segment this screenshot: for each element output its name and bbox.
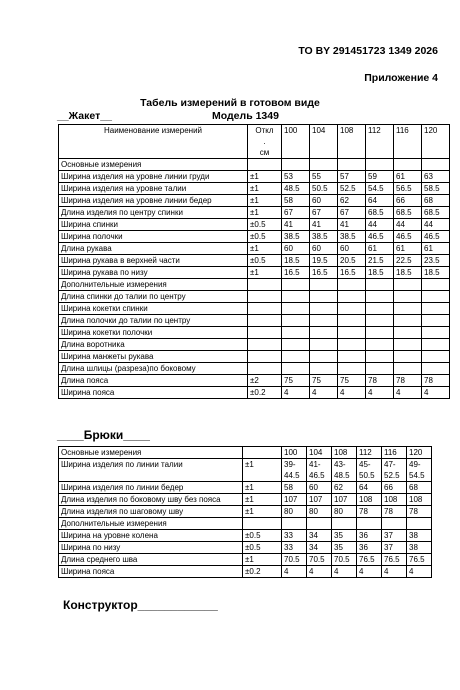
- table-row: [59, 183, 450, 195]
- measurement-value: 4: [382, 566, 407, 578]
- column-header-size: 104: [307, 447, 332, 459]
- table-row: [59, 231, 450, 243]
- measurement-value: [338, 339, 366, 351]
- measurement-value: [282, 315, 310, 327]
- measurement-value: 34: [307, 530, 332, 542]
- measurement-value: 37: [382, 530, 407, 542]
- measurement-value: [366, 315, 394, 327]
- measurement-name: Длина изделия по центру спинки: [59, 207, 248, 219]
- measurement-value: 61: [394, 243, 422, 255]
- table-row: [59, 195, 450, 207]
- measurement-name: Длина шлицы (разреза)по боковому: [59, 363, 248, 375]
- appendix-label: Приложение 4: [364, 72, 438, 84]
- measurement-tolerance: ±0.2: [248, 387, 282, 399]
- table-row: [59, 243, 450, 255]
- column-header-size: 116: [394, 125, 422, 159]
- measurement-value: [394, 339, 422, 351]
- measurement-value: 76.5: [382, 554, 407, 566]
- measurement-value: [366, 303, 394, 315]
- measurement-name: Длина пояса: [59, 375, 248, 387]
- measurement-value: [394, 363, 422, 375]
- column-header-size: 112: [357, 447, 382, 459]
- measurement-value: [394, 351, 422, 363]
- measurement-value: 19.5: [310, 255, 338, 267]
- measurement-tolerance: ±1: [248, 267, 282, 279]
- measurement-value: 4: [338, 387, 366, 399]
- measurement-value: [366, 279, 394, 291]
- measurement-value: 59: [366, 171, 394, 183]
- measurement-value: [382, 518, 407, 530]
- measurement-tolerance: [248, 351, 282, 363]
- trousers-measurements-table: [58, 446, 432, 578]
- measurement-value: 76.5: [357, 554, 382, 566]
- measurement-value: 64: [357, 482, 382, 494]
- measurement-value: 78: [407, 506, 432, 518]
- table-row: [59, 542, 432, 554]
- table-row: [59, 267, 450, 279]
- measurement-value: 4: [366, 387, 394, 399]
- measurement-value: 52.5: [338, 183, 366, 195]
- measurement-value: 78: [382, 506, 407, 518]
- table-row: [59, 375, 450, 387]
- measurement-value: 45-50.5: [357, 459, 382, 482]
- table-row: [59, 554, 432, 566]
- table-row: [59, 363, 450, 375]
- measurement-value: 16.5: [338, 267, 366, 279]
- measurement-value: [338, 351, 366, 363]
- measurement-value: 60: [310, 243, 338, 255]
- jacket-measurements-table: [58, 124, 450, 399]
- table-row: [59, 387, 450, 399]
- measurement-value: 38.5: [282, 231, 310, 243]
- measurement-value: 41: [338, 219, 366, 231]
- measurement-value: [422, 315, 450, 327]
- measurement-name: Ширина спинки: [59, 219, 248, 231]
- measurement-value: [407, 518, 432, 530]
- measurement-value: [332, 518, 357, 530]
- measurement-value: 54.5: [366, 183, 394, 195]
- measurement-value: [338, 159, 366, 171]
- measurement-value: 48.5: [282, 183, 310, 195]
- measurement-tolerance: [248, 279, 282, 291]
- measurement-tolerance: [248, 315, 282, 327]
- measurement-name: Ширина изделия на уровне линии груди: [59, 171, 248, 183]
- measurement-tolerance: ±1: [248, 195, 282, 207]
- standard-code: ТО BY 291451723 1349 2026: [298, 45, 438, 57]
- measurement-value: 44: [366, 219, 394, 231]
- measurement-tolerance: ±1: [243, 506, 282, 518]
- measurement-value: 22.5: [394, 255, 422, 267]
- measurement-value: 4: [394, 387, 422, 399]
- table-row: [59, 315, 450, 327]
- measurement-value: 38: [407, 542, 432, 554]
- measurement-value: 108: [407, 494, 432, 506]
- measurement-value: [310, 363, 338, 375]
- measurement-tolerance: ±1: [243, 494, 282, 506]
- measurement-value: 16.5: [310, 267, 338, 279]
- measurement-value: 39-44.5: [282, 459, 307, 482]
- measurement-value: [422, 363, 450, 375]
- measurement-value: 55: [310, 171, 338, 183]
- measurement-value: 35: [332, 530, 357, 542]
- measurement-name: Длина изделия по шаговому шву: [59, 506, 243, 518]
- measurement-value: [338, 279, 366, 291]
- measurement-value: [366, 327, 394, 339]
- measurement-value: 68.5: [366, 207, 394, 219]
- measurement-value: [422, 159, 450, 171]
- measurement-value: [422, 327, 450, 339]
- measurement-value: 46.5: [366, 231, 394, 243]
- measurement-value: [394, 159, 422, 171]
- column-header-size: 108: [338, 125, 366, 159]
- measurement-value: [394, 315, 422, 327]
- measurement-value: 49-54.5: [407, 459, 432, 482]
- column-header-size: 108: [332, 447, 357, 459]
- measurement-value: 61: [422, 243, 450, 255]
- measurement-value: [394, 291, 422, 303]
- measurement-value: 66: [394, 195, 422, 207]
- measurement-value: [282, 279, 310, 291]
- measurement-value: [310, 339, 338, 351]
- measurement-tolerance: ±0.5: [248, 255, 282, 267]
- column-header-tolerance: [243, 447, 282, 459]
- column-header-size: 120: [407, 447, 432, 459]
- measurement-name: Дополнительные измерения: [59, 279, 248, 291]
- measurement-value: 80: [307, 506, 332, 518]
- measurement-name: Длина спинки до талии по центру: [59, 291, 248, 303]
- column-header-size: 100: [282, 125, 310, 159]
- measurement-value: 23.5: [422, 255, 450, 267]
- measurement-value: 33: [282, 542, 307, 554]
- table-row: [59, 339, 450, 351]
- measurement-value: 60: [338, 243, 366, 255]
- measurement-tolerance: ±1: [243, 459, 282, 482]
- measurement-value: [338, 315, 366, 327]
- measurement-value: 70.5: [332, 554, 357, 566]
- measurement-name: Ширина кокетки спинки: [59, 303, 248, 315]
- measurement-value: [394, 327, 422, 339]
- measurement-tolerance: ±0.5: [243, 542, 282, 554]
- tolerance-header-line: Откл: [255, 126, 274, 135]
- measurement-name: Ширина изделия по линии талии: [59, 459, 243, 482]
- measurement-value: 44: [422, 219, 450, 231]
- measurement-tolerance: ±2: [248, 375, 282, 387]
- measurement-value: [366, 159, 394, 171]
- column-header-name: Основные измерения: [59, 447, 243, 459]
- measurement-value: 34: [307, 542, 332, 554]
- measurement-name: Ширина полочки: [59, 231, 248, 243]
- measurement-value: [282, 327, 310, 339]
- measurement-value: 80: [332, 506, 357, 518]
- measurement-value: [338, 291, 366, 303]
- measurement-value: 37: [382, 542, 407, 554]
- column-header-size: 116: [382, 447, 407, 459]
- measurement-value: [366, 339, 394, 351]
- table-row: [59, 327, 450, 339]
- measurement-tolerance: [248, 303, 282, 315]
- measurement-name: Длина среднего шва: [59, 554, 243, 566]
- measurement-value: [422, 351, 450, 363]
- measurement-value: 62: [338, 195, 366, 207]
- measurement-name: Длина полочки до талии по центру: [59, 315, 248, 327]
- measurement-value: 4: [282, 387, 310, 399]
- measurement-tolerance: ±1: [248, 207, 282, 219]
- measurement-value: 38.5: [338, 231, 366, 243]
- measurement-value: 62: [332, 482, 357, 494]
- measurement-value: [282, 518, 307, 530]
- measurement-value: 107: [332, 494, 357, 506]
- constructor-label: Конструктор____________: [63, 598, 218, 612]
- measurement-value: 60: [282, 243, 310, 255]
- measurement-value: 61: [366, 243, 394, 255]
- measurement-value: 53: [282, 171, 310, 183]
- table-row: [59, 566, 432, 578]
- measurement-value: 46.5: [394, 231, 422, 243]
- document-title: Табель измерений в готовом виде: [140, 97, 320, 109]
- table-row: [59, 459, 432, 482]
- table-row: [59, 518, 432, 530]
- measurement-value: 41-46.5: [307, 459, 332, 482]
- measurement-value: 4: [332, 566, 357, 578]
- measurement-tolerance: ±0.5: [248, 219, 282, 231]
- measurement-value: 58: [282, 482, 307, 494]
- measurement-name: Длина изделия по боковому шву без пояса: [59, 494, 243, 506]
- measurement-value: 41: [310, 219, 338, 231]
- measurement-value: 68: [422, 195, 450, 207]
- measurement-value: 18.5: [422, 267, 450, 279]
- measurement-value: [366, 291, 394, 303]
- measurement-value: 107: [307, 494, 332, 506]
- measurement-value: [338, 363, 366, 375]
- measurement-value: 20.5: [338, 255, 366, 267]
- column-header-size: 120: [422, 125, 450, 159]
- measurement-value: 36: [357, 530, 382, 542]
- measurement-value: 78: [366, 375, 394, 387]
- table-header-row: [59, 447, 432, 459]
- measurement-tolerance: [248, 327, 282, 339]
- column-header-name: Наименование измерений: [59, 125, 248, 159]
- table-row: [59, 291, 450, 303]
- measurement-value: 44: [394, 219, 422, 231]
- measurement-value: 47-52.5: [382, 459, 407, 482]
- measurement-value: [310, 351, 338, 363]
- measurement-tolerance: ±1: [243, 554, 282, 566]
- measurement-value: 78: [357, 506, 382, 518]
- measurement-value: 80: [282, 506, 307, 518]
- measurement-tolerance: ±0.5: [248, 231, 282, 243]
- measurement-value: 35: [332, 542, 357, 554]
- measurement-value: 18.5: [394, 267, 422, 279]
- measurement-value: [422, 279, 450, 291]
- table-row: [59, 494, 432, 506]
- measurement-tolerance: [248, 363, 282, 375]
- measurement-value: [282, 303, 310, 315]
- measurement-name: Ширина рукава в верхней части: [59, 255, 248, 267]
- measurement-value: 78: [394, 375, 422, 387]
- measurement-value: [310, 303, 338, 315]
- measurement-tolerance: [248, 339, 282, 351]
- measurement-tolerance: ±1: [248, 243, 282, 255]
- table-header-row: [59, 125, 450, 159]
- measurement-value: 33: [282, 530, 307, 542]
- measurement-value: [310, 159, 338, 171]
- measurement-value: 64: [366, 195, 394, 207]
- measurement-value: 57: [338, 171, 366, 183]
- measurement-name: Ширина изделия на уровне талии: [59, 183, 248, 195]
- measurement-value: [422, 303, 450, 315]
- measurement-value: 70.5: [307, 554, 332, 566]
- table-row: [59, 171, 450, 183]
- measurement-value: [338, 303, 366, 315]
- measurement-value: 58.5: [422, 183, 450, 195]
- measurement-name: Ширина рукава по низу: [59, 267, 248, 279]
- measurement-name: Длина воротника: [59, 339, 248, 351]
- measurement-value: [422, 339, 450, 351]
- measurement-value: 75: [338, 375, 366, 387]
- measurement-value: 58: [282, 195, 310, 207]
- measurement-tolerance: [243, 518, 282, 530]
- measurement-tolerance: ±0.5: [243, 530, 282, 542]
- table-row: [59, 219, 450, 231]
- tolerance-header-line: .: [263, 137, 266, 146]
- measurement-value: [357, 518, 382, 530]
- measurement-value: 68.5: [394, 207, 422, 219]
- measurement-value: 21.5: [366, 255, 394, 267]
- table-row: [59, 530, 432, 542]
- measurement-value: 107: [282, 494, 307, 506]
- measurement-value: [282, 363, 310, 375]
- measurement-value: 60: [307, 482, 332, 494]
- table-row: [59, 482, 432, 494]
- measurement-value: [282, 291, 310, 303]
- measurement-name: Дополнительные измерения: [59, 518, 243, 530]
- measurement-name: Ширина манжеты рукава: [59, 351, 248, 363]
- measurement-value: 78: [422, 375, 450, 387]
- measurement-value: 46.5: [422, 231, 450, 243]
- measurement-tolerance: [248, 291, 282, 303]
- measurement-value: 67: [310, 207, 338, 219]
- measurement-value: 36: [357, 542, 382, 554]
- measurement-value: 38.5: [310, 231, 338, 243]
- measurement-value: [310, 291, 338, 303]
- measurement-name: Ширина изделия по линии бедер: [59, 482, 243, 494]
- measurement-value: [366, 351, 394, 363]
- measurement-value: 4: [407, 566, 432, 578]
- measurement-name: Основные измерения: [59, 159, 248, 171]
- model-label: Модель 1349: [212, 110, 279, 122]
- measurement-value: 50.5: [310, 183, 338, 195]
- measurement-value: 18.5: [366, 267, 394, 279]
- measurement-value: 75: [282, 375, 310, 387]
- measurement-value: [282, 339, 310, 351]
- measurement-value: 38: [407, 530, 432, 542]
- measurement-value: 76.5: [407, 554, 432, 566]
- measurement-value: [282, 351, 310, 363]
- table-row: [59, 351, 450, 363]
- column-header-tolerance: [248, 125, 282, 159]
- measurement-name: Ширина пояса: [59, 566, 243, 578]
- measurement-value: [338, 327, 366, 339]
- measurement-value: 108: [382, 494, 407, 506]
- trousers-label: ____Брюки____: [57, 428, 150, 442]
- measurement-value: [422, 291, 450, 303]
- measurement-value: 67: [338, 207, 366, 219]
- measurement-tolerance: ±1: [243, 482, 282, 494]
- measurement-value: 63: [422, 171, 450, 183]
- measurement-value: 66: [382, 482, 407, 494]
- measurement-value: 68: [407, 482, 432, 494]
- table-row: [59, 255, 450, 267]
- table-row: [59, 207, 450, 219]
- measurement-value: 60: [310, 195, 338, 207]
- measurement-tolerance: ±1: [248, 171, 282, 183]
- measurement-value: 16.5: [282, 267, 310, 279]
- measurement-value: 4: [357, 566, 382, 578]
- measurement-value: [394, 279, 422, 291]
- measurement-value: 61: [394, 171, 422, 183]
- measurement-name: Ширина пояса: [59, 387, 248, 399]
- table-row: [59, 506, 432, 518]
- measurement-value: 18.5: [282, 255, 310, 267]
- measurement-name: Ширина кокетки полочки: [59, 327, 248, 339]
- measurement-value: 4: [307, 566, 332, 578]
- measurement-value: 56.5: [394, 183, 422, 195]
- tolerance-header-line: см: [259, 148, 270, 157]
- measurement-name: Ширина на уровне колена: [59, 530, 243, 542]
- column-header-size: 104: [310, 125, 338, 159]
- measurement-value: 67: [282, 207, 310, 219]
- measurement-name: Ширина по низу: [59, 542, 243, 554]
- measurement-value: [310, 315, 338, 327]
- measurement-value: [366, 363, 394, 375]
- measurement-name: Длина рукава: [59, 243, 248, 255]
- measurement-tolerance: ±1: [248, 183, 282, 195]
- measurement-value: [282, 159, 310, 171]
- measurement-value: 75: [310, 375, 338, 387]
- measurement-value: 108: [357, 494, 382, 506]
- column-header-size: 100: [282, 447, 307, 459]
- measurement-value: [310, 279, 338, 291]
- measurement-value: [310, 327, 338, 339]
- measurement-value: 41: [282, 219, 310, 231]
- column-header-size: 112: [366, 125, 394, 159]
- measurement-name: Ширина изделия на уровне линии бедер: [59, 195, 248, 207]
- table-row: [59, 159, 450, 171]
- measurement-tolerance: [248, 159, 282, 171]
- measurement-value: [394, 303, 422, 315]
- measurement-value: 70.5: [282, 554, 307, 566]
- measurement-value: [307, 518, 332, 530]
- measurement-value: 4: [422, 387, 450, 399]
- measurement-value: 43-48.5: [332, 459, 357, 482]
- measurement-value: 4: [282, 566, 307, 578]
- table-row: [59, 303, 450, 315]
- measurement-value: 68.5: [422, 207, 450, 219]
- measurement-tolerance: ±0.2: [243, 566, 282, 578]
- measurement-value: 4: [310, 387, 338, 399]
- jacket-label: __Жакет__: [57, 110, 112, 122]
- table-row: [59, 279, 450, 291]
